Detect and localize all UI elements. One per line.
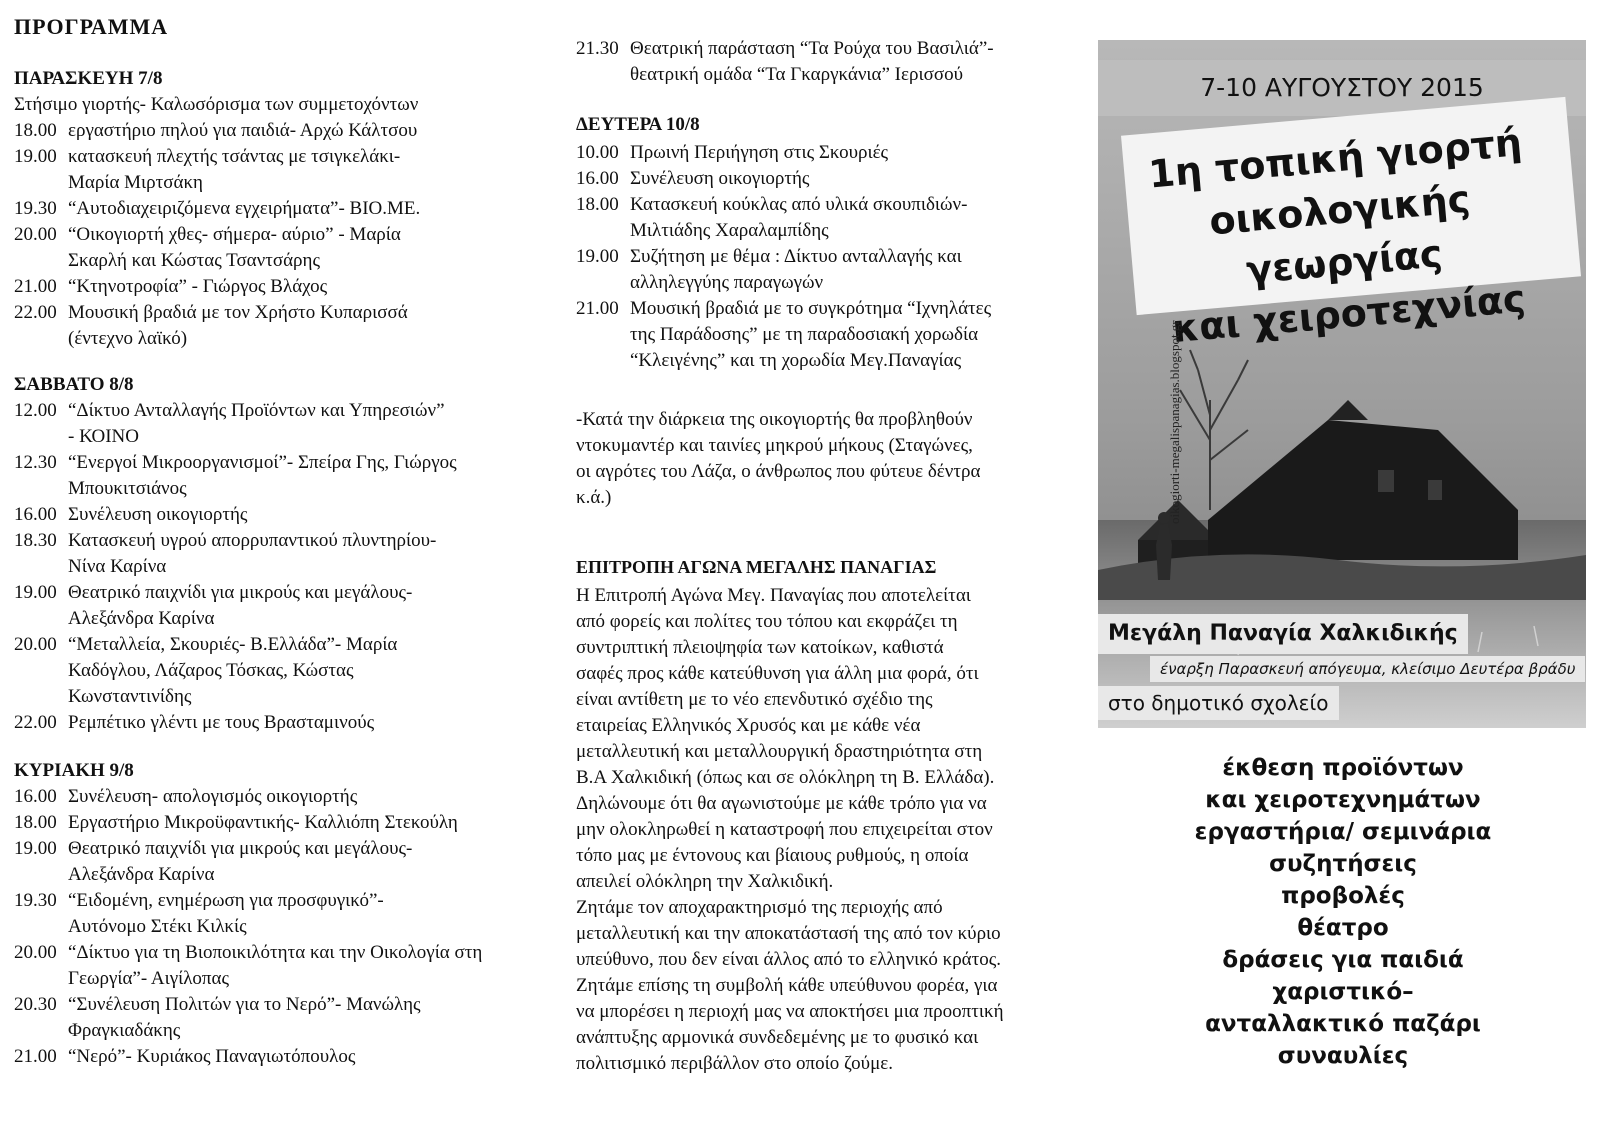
festival-hours: έναρξη Παρασκευή απόγευμα, κλείσιμο Δευτέρα βράδυ bbox=[1150, 656, 1585, 682]
note-line: οι αγρότες του Λάζα, ο άνθρωπος που φύτευε δέντρα bbox=[576, 461, 981, 482]
event-time: 18.00 bbox=[14, 120, 57, 141]
statement-line: Δηλώνουμε ότι θα αγωνιστούμε με κάθε τρόπο για να bbox=[576, 793, 987, 814]
festival-title-line: 1η τοπική γιορτή bbox=[1146, 120, 1524, 197]
event-friday-3 bbox=[14, 196, 420, 222]
activity-item: θέατρο bbox=[1297, 915, 1389, 941]
event-text: Στήσιμο γιορτής- Καλωσόρισμα των συμμετοχόντων bbox=[14, 94, 419, 115]
event-sunday-6 bbox=[14, 1044, 355, 1070]
event-text-cont: Σκαρλή και Κώστας Τσαντσάρης bbox=[68, 250, 321, 271]
event-text: “Συνέλευση Πολιτών για το Νερό”- Μανώλης bbox=[68, 994, 421, 1015]
event-time: 21.30 bbox=[576, 38, 619, 59]
event-time: 19.00 bbox=[14, 146, 57, 167]
event-text-cont: Κωνσταντινίδης bbox=[68, 686, 192, 707]
event-sunday-4 bbox=[14, 940, 482, 992]
event-text-cont: Νίνα Καρίνα bbox=[68, 556, 167, 577]
event-text: Συζήτηση με θέμα : Δίκτυο ανταλλαγής και bbox=[630, 246, 962, 267]
activities-list bbox=[1098, 752, 1588, 1072]
event-time: 20.00 bbox=[14, 634, 57, 655]
event-text-cont: Φραγκιαδάκης bbox=[68, 1020, 181, 1041]
day-heading-sunday: ΚΥΡΙΑΚΗ 9/8 bbox=[14, 760, 134, 781]
event-sunday-1 bbox=[14, 810, 458, 836]
event-text-cont: Αλεξάνδρα Καρίνα bbox=[68, 864, 215, 885]
statement-line: μεταλλευτική και μεταλλουργική δραστηριότητα στη bbox=[576, 741, 983, 762]
event-friday-4 bbox=[14, 222, 401, 274]
event-friday-2 bbox=[14, 144, 400, 196]
screenings-note bbox=[576, 407, 1066, 511]
statement-line: Ζητάμε τον αποχαρακτηρισμό της περιοχής από bbox=[576, 897, 943, 918]
event-text-cont: θεατρική ομάδα “Τα Γκαργκάνια” Ιερισσού bbox=[630, 64, 963, 85]
event-time: 20.00 bbox=[14, 942, 57, 963]
activity-item: εργαστήρια/ σεμινάρια bbox=[1194, 819, 1492, 845]
statement-line: Η Επιτροπή Αγώνα Μεγ. Παναγίας που αποτελείται bbox=[576, 585, 971, 606]
event-saturday-3 bbox=[14, 528, 436, 580]
festival-venue: στο δημοτικό σχολείο bbox=[1098, 686, 1339, 720]
statement-line: Β.Α Χαλκιδική (όπως και σε ολόκληρη τη Β. Ελλάδα). bbox=[576, 767, 995, 788]
statement-line: να μπορέσει η περιοχή μας να αποκτήσει μια προοπτική bbox=[576, 1001, 1004, 1022]
event-time: 18.00 bbox=[14, 812, 57, 833]
festival-title-line: και χειροτεχνίας bbox=[1170, 276, 1528, 352]
event-text: Θεατρικό παιχνίδι για μικρούς και μεγάλους- bbox=[68, 838, 413, 859]
festival-place: Μεγάλη Παναγία Χαλκιδικής bbox=[1098, 614, 1468, 654]
event-text: “Ενεργοί Μικροοργανισμοί”- Σπείρα Γης, Γιώργος bbox=[68, 452, 457, 473]
activity-item: έκθεση προϊόντων bbox=[1222, 755, 1464, 781]
event-text: Μουσική βραδιά με τον Χρήστο Κυπαρισσά bbox=[68, 302, 408, 323]
event-friday-1 bbox=[14, 118, 417, 144]
event-time: 19.30 bbox=[14, 198, 57, 219]
statement-line: υπεύθυνο, που δεν είναι άλλος από το ελληνικό κράτος. bbox=[576, 949, 1002, 970]
event-friday-0 bbox=[14, 92, 418, 118]
event-text-cont: Καδόγλου, Λάζαρος Τόσκας, Κώστας bbox=[68, 660, 354, 681]
event-text: Συνέλευση οικογιορτής bbox=[630, 168, 810, 189]
festival-poster bbox=[1098, 40, 1586, 728]
event-text-cont: - ΚΟΙΝΟ bbox=[68, 426, 139, 447]
event-text: Θεατρική παράσταση “Τα Ρούχα του Βασιλιά”- bbox=[630, 38, 994, 59]
event-time: 21.00 bbox=[14, 1046, 57, 1067]
statement-line: συντριπτική πλειοψηφία των κατοίκων, καθιστά bbox=[576, 637, 944, 658]
event-monday-1 bbox=[576, 166, 809, 192]
event-monday-4 bbox=[576, 296, 991, 374]
event-sunday-2 bbox=[14, 836, 412, 888]
event-time: 21.00 bbox=[14, 276, 57, 297]
statement-line: μεταλλευτική και την αποκατάστασή της από τον κύριο bbox=[576, 923, 1001, 944]
event-text: εργαστήριο πηλού για παιδιά- Αρχώ Κάλτσου bbox=[68, 120, 418, 141]
event-friday-6 bbox=[14, 300, 408, 352]
event-text-cont: της Παράδοσης” με τη παραδοσιακή χορωδία bbox=[630, 324, 979, 345]
event-sunday-0 bbox=[14, 784, 357, 810]
festival-title-line: οικολογικής γεωργίας bbox=[1207, 176, 1472, 293]
event-time: 16.00 bbox=[576, 168, 619, 189]
statement-line: Ζητάμε επίσης τη συμβολή κάθε υπεύθυνου φορέα, για bbox=[576, 975, 998, 996]
program-title: ΠΡΟΓΡΑΜΜΑ bbox=[14, 14, 169, 39]
event-text: “Νερό”- Κυριάκος Παναγιωτόπουλος bbox=[68, 1046, 356, 1067]
event-monday-0 bbox=[576, 140, 888, 166]
event-text: “Δίκτυο Ανταλλαγής Προϊόντων και Υπηρεσιών” bbox=[68, 400, 445, 421]
event-saturday-5 bbox=[14, 632, 397, 710]
event-time: 19.00 bbox=[14, 838, 57, 859]
event-text-cont: “Κλειγένης” και τη χορωδία Μεγ.Παναγίας bbox=[630, 350, 962, 371]
activity-item: δράσεις για παιδιά bbox=[1222, 947, 1464, 973]
statement-line: απειλεί ολόκληρη την Χαλκιδική. bbox=[576, 871, 834, 892]
committee-title: ΕΠΙΤΡΟΠΗ ΑΓΩΝΑ ΜΕΓΑΛΗΣ ΠΑΝΑΓΙΑΣ bbox=[576, 557, 937, 577]
poster-column bbox=[1098, 0, 1588, 1131]
event-sunday-5 bbox=[14, 992, 421, 1044]
statement-line: ανάπτυξης αρμονικά συνδεδεμένης με το φυσικό και bbox=[576, 1027, 979, 1048]
event-monday-2 bbox=[576, 192, 967, 244]
statement-line: από φορείς και πολίτες του τόπου και εκφράζει τη bbox=[576, 611, 958, 632]
event-text: “Οικογιορτή χθες- σήμερα- αύριο” - Μαρία bbox=[68, 224, 401, 245]
statement-line: είναι αντίθετη με το νέο επενδυτικό σχέδιο της bbox=[576, 689, 933, 710]
event-time: 22.00 bbox=[14, 302, 57, 323]
event-time: 12.30 bbox=[14, 452, 57, 473]
event-time: 19.00 bbox=[14, 582, 57, 603]
day-heading-saturday: ΣΑΒΒΑΤΟ 8/8 bbox=[14, 374, 134, 395]
event-time: 22.00 bbox=[14, 712, 57, 733]
event-text-cont: αλληλεγγύης παραγωγών bbox=[630, 272, 824, 293]
event-time: 16.00 bbox=[14, 786, 57, 807]
activity-item: συναυλίες bbox=[1277, 1043, 1409, 1069]
event-time: 12.00 bbox=[14, 400, 57, 421]
statement-line: μην ολοκληρωθεί η καταστροφή που επιχειρείται στον bbox=[576, 819, 993, 840]
event-text: Ρεμπέτικο γλέντι με τους Βρασταμινούς bbox=[68, 712, 375, 733]
day-heading-friday: ΠΑΡΑΣΚΕΥΗ 7/8 bbox=[14, 68, 163, 89]
activity-item: ανταλλακτικό παζάρι bbox=[1205, 1011, 1481, 1037]
event-text: Θεατρικό παιχνίδι για μικρούς και μεγάλους- bbox=[68, 582, 413, 603]
event-text: Κατασκευή κούκλας από υλικά σκουπιδιών- bbox=[630, 194, 968, 215]
event-text: “Δίκτυο για τη Βιοποικιλότητα και την Οικολογία στη bbox=[68, 942, 483, 963]
event-time: 21.00 bbox=[576, 298, 619, 319]
event-saturday-6 bbox=[14, 710, 374, 736]
event-text: κατασκευή πλεχτής τσάντας με τσιγκελάκι- bbox=[68, 146, 401, 167]
blog-url: oikogiorti-megalispanagias.blogspot.gr bbox=[1167, 320, 1182, 524]
event-saturday-0 bbox=[14, 398, 445, 450]
statement-line: σαφές προς κάθε κατεύθυνση για άλλη μια φορά, ότι bbox=[576, 663, 979, 684]
event-text: “Αυτοδιαχειριζόμενα εγχειρήματα”- ΒΙΟ.ΜΕ. bbox=[68, 198, 421, 219]
event-text-cont: Αλεξάνδρα Καρίνα bbox=[68, 608, 215, 629]
event-text: “Ειδομένη, ενημέρωση για προσφυγικό”- bbox=[68, 890, 384, 911]
activity-item: συζητήσεις bbox=[1269, 851, 1417, 877]
committee-statement bbox=[576, 583, 1066, 1077]
event-text: Πρωινή Περιήγηση στις Σκουριές bbox=[630, 142, 889, 163]
event-sunday-3 bbox=[14, 888, 384, 940]
event-text: Κατασκευή υγρού απορρυπαντικού πλυντηρίου- bbox=[68, 530, 437, 551]
event-saturday-4 bbox=[14, 580, 412, 632]
event-text: Μουσική βραδιά με το συγκρότημα “Ιχνηλάτες bbox=[630, 298, 992, 319]
event-saturday-2 bbox=[14, 502, 247, 528]
event-text: “Μεταλλεία, Σκουριές- Β.Ελλάδα”- Μαρία bbox=[68, 634, 398, 655]
event-text: Συνέλευση- απολογισμός οικογιορτής bbox=[68, 786, 358, 807]
activity-item: και χειροτεχνημάτων bbox=[1205, 787, 1481, 813]
festival-dates: 7-10 ΑΥΓΟΥΣΤΟΥ 2015 bbox=[1098, 60, 1586, 116]
note-line: -Κατά την διάρκεια της οικογιορτής θα προβληθούν bbox=[576, 409, 973, 430]
event-text-cont: Μαρία Μιρτσάκη bbox=[68, 172, 203, 193]
event-text-cont: (έντεχνο λαϊκό) bbox=[68, 328, 188, 349]
event-time: 10.00 bbox=[576, 142, 619, 163]
event-time: 18.30 bbox=[14, 530, 57, 551]
statement-line: τόπο μας με έντονους και βίαιους ρυθμούς, η οποία bbox=[576, 845, 969, 866]
day-heading-monday: ΔΕΥΤΕΡΑ 10/8 bbox=[576, 114, 700, 135]
event-text: “Κτηνοτροφία” - Γιώργος Βλάχος bbox=[68, 276, 328, 297]
event-text-cont: Γεωργία”- Αιγίλοπας bbox=[68, 968, 229, 989]
event-time: 20.30 bbox=[14, 994, 57, 1015]
event-sunday-7 bbox=[576, 36, 994, 88]
event-time: 19.30 bbox=[14, 890, 57, 911]
event-friday-5 bbox=[14, 274, 327, 300]
event-time: 20.00 bbox=[14, 224, 57, 245]
event-time: 19.00 bbox=[576, 246, 619, 267]
activity-item: χαριστικό– bbox=[1272, 979, 1414, 1005]
note-line: κ.ά.) bbox=[576, 487, 612, 508]
note-line: ντοκυμαντέρ και ταινίες μηκρού μήκους (Σταγώνες, bbox=[576, 435, 973, 456]
activity-item: προβολές bbox=[1281, 883, 1405, 909]
event-text-cont: Μιλτιάδης Χαραλαμπίδης bbox=[630, 220, 829, 241]
event-time: 16.00 bbox=[14, 504, 57, 525]
event-text-cont: Μπουκιτσιάνος bbox=[68, 478, 187, 499]
event-text-cont: Αυτόνομο Στέκι Κιλκίς bbox=[68, 916, 247, 937]
event-text: Εργαστήριο Μικροϋφαντικής- Καλλιόπη Στεκούλη bbox=[68, 812, 458, 833]
statement-line: εταιρείας Ελληνικός Χρυσός και με κάθε νέα bbox=[576, 715, 921, 736]
statement-line: πολιτισμικό περιβάλλον στο οποίο ζούμε. bbox=[576, 1053, 893, 1074]
event-time: 18.00 bbox=[576, 194, 619, 215]
event-text: Συνέλευση οικογιορτής bbox=[68, 504, 248, 525]
event-saturday-1 bbox=[14, 450, 457, 502]
event-monday-3 bbox=[576, 244, 962, 296]
